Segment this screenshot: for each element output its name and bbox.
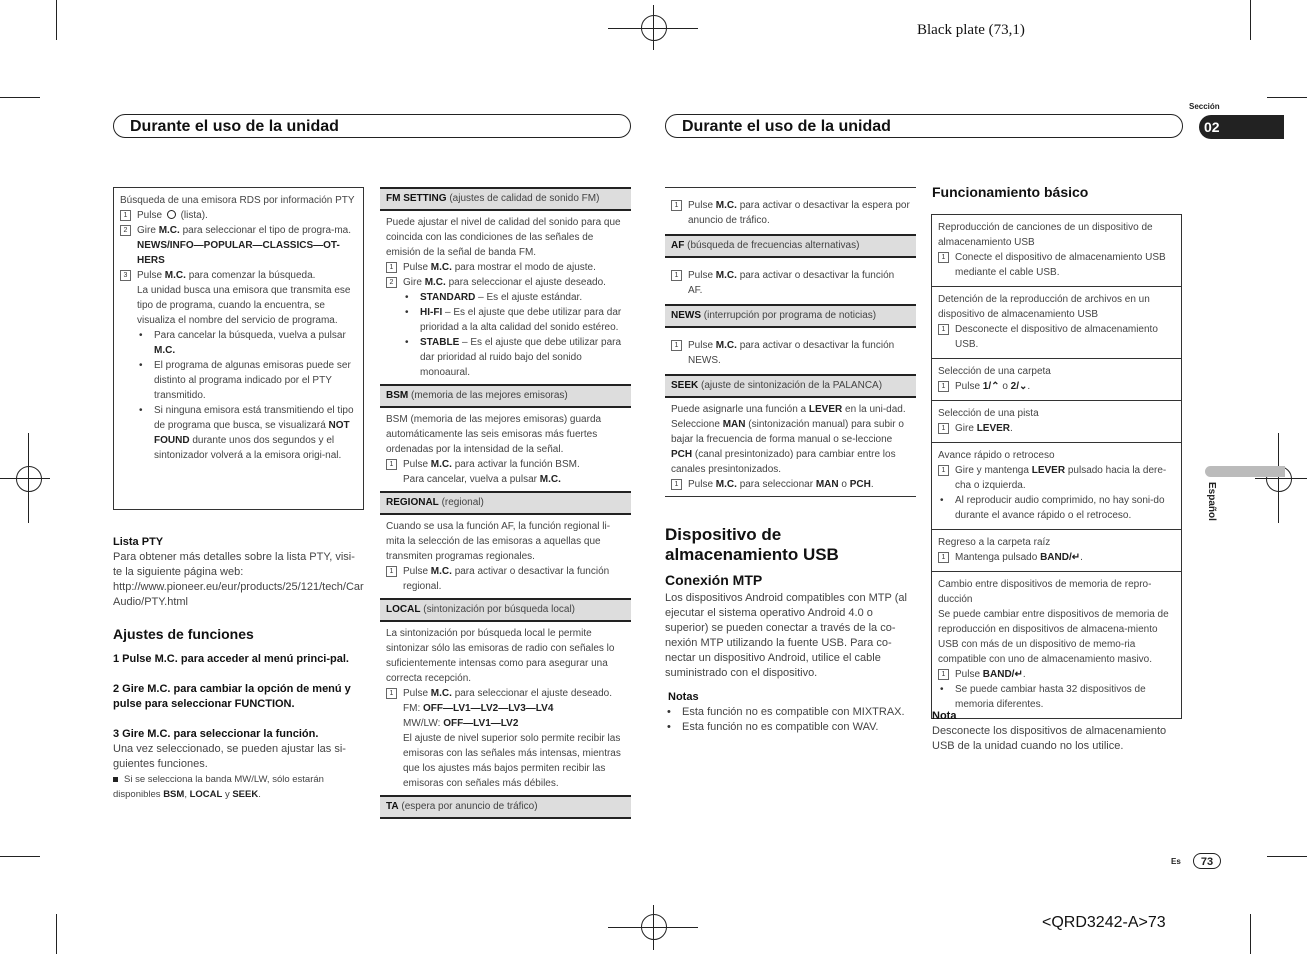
row-title: Regreso a la carpeta raíz bbox=[938, 537, 1051, 548]
registration-mark-icon bbox=[16, 466, 42, 492]
local-label: LOCAL bbox=[189, 789, 223, 800]
desc-text: Puede asignarle una función a bbox=[671, 404, 807, 415]
step-text: Pulse bbox=[137, 270, 163, 281]
desc-text: (canal presintonizado) para cambiar entre los canales presintonizados. bbox=[671, 449, 896, 475]
step-text: para comenzar la búsqueda. bbox=[188, 270, 316, 281]
pty-step3-desc: La unidad busca una emisora que transmita ese tipo de programa, cuando la encuentra, se visualiza el nombre del servicio de programa. bbox=[137, 285, 351, 326]
mc-label: M.C. bbox=[539, 474, 561, 485]
step-text: Conecte el dispositivo de almacenamiento USB mediante el cable USB. bbox=[955, 252, 1166, 278]
usb-column bbox=[665, 187, 916, 735]
mc-label: M.C. bbox=[154, 345, 176, 356]
caption-desc: (ajuste de sintonización de la PALANCA) bbox=[701, 380, 883, 391]
step-number: 1 bbox=[671, 340, 682, 351]
bsm-body bbox=[380, 408, 631, 491]
row-title: Reproducción de canciones de un dispositivo de almacenamiento USB bbox=[938, 222, 1153, 248]
caption-desc: (memoria de las mejores emisoras) bbox=[411, 390, 568, 401]
local-note: El ajuste de nivel superior solo permite recibir las emisoras con las señales más intensas, mientras que los ajustes más bajos permiten recibir las emisoras con señales más débiles. bbox=[403, 733, 621, 789]
mc-label: M.C. bbox=[158, 225, 180, 236]
step-text: Pulse bbox=[688, 200, 714, 211]
row-bullet: • Al reproducir audio comprimido, no hay soni-do durante el avance rápido o el retroceso. bbox=[938, 493, 1175, 523]
pty-bullet-1 bbox=[120, 328, 357, 358]
mc-label: M.C. bbox=[715, 200, 737, 211]
mc-label: M.C. bbox=[430, 566, 452, 577]
section-label: Sección bbox=[1189, 102, 1220, 111]
step-number: 3 bbox=[120, 270, 131, 281]
search-icon bbox=[167, 210, 176, 219]
fm-step-1 bbox=[386, 260, 625, 275]
news-caption bbox=[665, 304, 916, 328]
local-desc: La sintonización por búsqueda local le permite sintonizar sólo las emisoras de radio con señales lo suficientemente intensas como para asegurar una correcta recepción. bbox=[386, 628, 615, 684]
step-number: 1 bbox=[938, 669, 949, 680]
man-label: MAN bbox=[815, 479, 839, 490]
fm-step-2 bbox=[386, 275, 625, 290]
regional-desc: Cuando se usa la función AF, la función regional li-mita la selección de las emisoras a aquellas que transmiten programas regionales. bbox=[386, 521, 611, 562]
row-title: Cambio entre dispositivos de memoria de repro-ducción bbox=[938, 579, 1152, 605]
caption-name: LOCAL bbox=[386, 604, 421, 615]
af-body bbox=[665, 258, 916, 304]
step-number: 1 bbox=[938, 465, 949, 476]
mc-label: M.C. bbox=[715, 340, 737, 351]
punct: , bbox=[184, 789, 187, 800]
registration-line bbox=[28, 433, 29, 523]
lista-pty-section bbox=[113, 535, 364, 610]
band-label: MW/LW: bbox=[403, 718, 441, 729]
regional-step-1 bbox=[386, 564, 625, 594]
step-text: Pulse bbox=[403, 459, 429, 470]
step-number: 2 bbox=[386, 277, 397, 288]
row-play-usb bbox=[932, 215, 1181, 286]
step-text: o bbox=[1002, 381, 1008, 392]
row-title: Detención de la reproducción de archivos en un dispositivo de almacenamiento USB bbox=[938, 294, 1150, 320]
step-text: Pulse bbox=[955, 381, 981, 392]
fm-setting-caption bbox=[380, 187, 631, 211]
caption-desc: (sintonización por búsqueda local) bbox=[423, 604, 575, 615]
step-number: 1 bbox=[938, 324, 949, 335]
fm-setting-body bbox=[380, 211, 631, 384]
punct: . bbox=[1027, 381, 1031, 392]
punct: . bbox=[1022, 669, 1026, 680]
right-page-title: Durante el uso de la unidad bbox=[665, 114, 1183, 138]
desc-text: (sintonización manual) para subir o bajar la frecuencia de forma manual o se-leccione bbox=[671, 419, 904, 445]
step-text: para seleccionar bbox=[739, 479, 814, 490]
step-text: Pulse bbox=[955, 669, 981, 680]
local-body bbox=[380, 622, 631, 795]
pty-intro: Búsqueda de una emisora RDS por información PTY bbox=[120, 195, 355, 206]
note-text: Si se selecciona la banda MW/LW, sólo estarán disponibles bbox=[113, 774, 324, 800]
punct: . bbox=[258, 789, 261, 800]
step-text: Pulse bbox=[688, 479, 714, 490]
caption-name: AF bbox=[671, 240, 685, 251]
caption-name: FM SETTING bbox=[386, 193, 447, 204]
band-label: BAND/ bbox=[1040, 552, 1072, 563]
cancel-text: Para cancelar, vuelva a pulsar bbox=[403, 474, 537, 485]
nota-2: • Esta función no es compatible con WAV. bbox=[665, 720, 916, 735]
crop-mark bbox=[1267, 856, 1307, 857]
band-label: FM: bbox=[403, 703, 421, 714]
option-desc: – Es el ajuste que debe utilizar para dar prioridad al ruido bajo del sonido monoaural. bbox=[420, 337, 622, 378]
crop-mark bbox=[1250, 914, 1251, 954]
news-step-1 bbox=[671, 338, 910, 368]
caption-name: BSM bbox=[386, 390, 409, 401]
back-icon: ↵ bbox=[1071, 552, 1081, 563]
row-stop-usb bbox=[932, 286, 1181, 358]
up-arrow-icon: ⌃ bbox=[991, 381, 1000, 392]
usb-title: Dispositivo de almacenamiento USB bbox=[665, 525, 839, 564]
step-text: para activar o desactivar la espera por anuncio de tráfico. bbox=[688, 200, 910, 226]
step-number: 1 bbox=[386, 459, 397, 470]
row-step bbox=[938, 379, 1175, 394]
caption-desc: (espera por anuncio de tráfico) bbox=[401, 801, 538, 812]
step-text: Pulse bbox=[403, 688, 429, 699]
ta-step-1 bbox=[671, 198, 910, 228]
bsm-desc: BSM (memoria de las mejores emisoras) guarda automáticamente las seis emisoras más fuertes ordenadas por la intensidad de la señal. bbox=[386, 414, 602, 455]
row-step bbox=[938, 421, 1175, 436]
seek-desc bbox=[671, 402, 910, 417]
step-number: 1 bbox=[671, 270, 682, 281]
pty-options-text: NEWS/INFO—POPULAR—CLASSICS—OT-HERS bbox=[137, 240, 340, 266]
caption-desc: (regional) bbox=[441, 497, 484, 508]
step-text: Desconecte el dispositivo de almacenamiento USB. bbox=[955, 324, 1158, 350]
mc-label: M.C. bbox=[430, 262, 452, 273]
bsm-label: BSM bbox=[163, 789, 185, 800]
desc-text: Seleccione bbox=[671, 419, 720, 430]
not-found-label: NOT FOUND bbox=[154, 420, 350, 446]
mtp-title: Conexión MTP bbox=[665, 572, 763, 588]
step-text: Pulse bbox=[688, 270, 714, 281]
crop-mark bbox=[0, 856, 40, 857]
caption-name: REGIONAL bbox=[386, 497, 439, 508]
registration-line bbox=[1278, 433, 1279, 523]
step-number: 2 bbox=[120, 225, 131, 236]
button-label: 2/ bbox=[1010, 381, 1019, 392]
step-text: Pulse bbox=[403, 566, 429, 577]
caption-desc: (interrupción por programa de noticias) bbox=[703, 310, 877, 321]
local-fm-levels bbox=[386, 701, 625, 716]
bsm-cancel bbox=[386, 472, 625, 487]
desc-text: en la uni-dad. bbox=[845, 404, 906, 415]
step-number: 1 bbox=[938, 552, 949, 563]
bsm-step-1 bbox=[386, 457, 625, 472]
option-name: STANDARD bbox=[420, 292, 476, 303]
notas-title: Notas bbox=[668, 691, 699, 703]
news-body bbox=[665, 328, 916, 374]
caption-name: TA bbox=[386, 801, 399, 812]
pty-options bbox=[120, 238, 357, 268]
nota-section bbox=[932, 709, 1183, 754]
registration-line bbox=[1255, 478, 1307, 479]
seek-caption bbox=[665, 374, 916, 398]
ajustes-step-1: 1 Pulse M.C. para acceder al menú princi-pal. bbox=[113, 653, 349, 665]
row-desc: Se puede cambiar entre dispositivos de memoria de reproducción en dispositivos de almacena-miento USB con más de un dispositivo de memo-ria compatible con uno de almacenamiento masivo. bbox=[938, 609, 1169, 665]
step-number: 1 bbox=[938, 381, 949, 392]
ta-caption bbox=[380, 795, 631, 819]
language-tab bbox=[1205, 466, 1285, 477]
back-icon: ↵ bbox=[1014, 669, 1023, 680]
bullet-text: Para cancelar la búsqueda, vuelva a pulsar bbox=[154, 330, 346, 341]
ajustes-note bbox=[113, 772, 364, 802]
down-arrow-icon: ⌄ bbox=[1019, 381, 1028, 392]
mc-label: M.C. bbox=[424, 277, 446, 288]
step-text: (lista). bbox=[180, 210, 208, 221]
row-title: Avance rápido o retroceso bbox=[938, 450, 1055, 461]
settings-column bbox=[380, 187, 631, 819]
seek-body bbox=[665, 398, 916, 497]
step-number: 1 bbox=[671, 479, 682, 490]
step-number: 1 bbox=[938, 423, 949, 434]
mc-label: M.C. bbox=[164, 270, 186, 281]
crop-mark bbox=[1267, 97, 1307, 98]
step-text: Pulse bbox=[403, 262, 429, 273]
func-title: Funcionamiento básico bbox=[932, 184, 1089, 200]
row-step bbox=[938, 463, 1175, 493]
row-step bbox=[938, 250, 1175, 280]
local-caption bbox=[380, 598, 631, 622]
step-number: 1 bbox=[671, 200, 682, 211]
lever-label: LEVER bbox=[1031, 465, 1066, 476]
fm-option-hifi bbox=[386, 305, 625, 335]
left-page-title: Durante el uso de la unidad bbox=[113, 114, 631, 138]
plate-label: Black plate (73,1) bbox=[917, 22, 1025, 38]
row-title: Selección de una pista bbox=[938, 408, 1039, 419]
caption-desc: (búsqueda de frecuencias alternativas) bbox=[687, 240, 860, 251]
mtp-desc: Los dispositivos Android compatibles con MTP (al ejecutar el sistema operativo Android 4.0 o superior) se pueden conectar a través de la co-nexión MTP utilizando la fuente USB. Para co-nectar un dispositivo Android, utilice el cable suministrado con el dispositivo. bbox=[665, 592, 907, 679]
basic-operation-table bbox=[931, 214, 1182, 719]
lista-pty-url[interactable]: http://www.pioneer.eu/eur/products/25/121/tech/CarAudio/PTY.html bbox=[113, 581, 364, 608]
man-label: MAN bbox=[722, 419, 746, 430]
step-text: para activar o desactivar la función regional. bbox=[403, 566, 610, 592]
bullet-text: durante unos dos segundos y el sintonizador volverá a la emisora origi-nal. bbox=[154, 435, 342, 461]
ajustes-step-2: 2 Gire M.C. para cambiar la opción de menú y pulse para seleccionar FUNCTION. bbox=[113, 683, 351, 710]
seek-step-1 bbox=[671, 477, 910, 492]
mc-label: M.C. bbox=[715, 479, 737, 490]
step-text: para mostrar el modo de ajuste. bbox=[454, 262, 596, 273]
step-text: para activar o desactivar la función NEWS. bbox=[688, 340, 895, 366]
step-number: 1 bbox=[120, 210, 131, 221]
row-select-track bbox=[932, 400, 1181, 442]
lista-pty-title: Lista PTY bbox=[113, 536, 164, 548]
note-square-icon bbox=[113, 777, 118, 782]
step-text: Pulse bbox=[688, 340, 714, 351]
seek-label: SEEK bbox=[232, 789, 259, 800]
bullet-text: Si ninguna emisora está transmitiendo el tipo de programa que busca, se visualizará bbox=[154, 405, 354, 431]
pty-bullet-3 bbox=[120, 403, 357, 463]
option-name: HI-FI bbox=[420, 307, 443, 318]
registration-line bbox=[653, 905, 654, 950]
option-name: STABLE bbox=[420, 337, 460, 348]
section-number: 02 bbox=[1199, 115, 1284, 139]
option-desc: – Es el ajuste estándar. bbox=[478, 292, 583, 303]
registration-line bbox=[653, 5, 654, 50]
bsm-caption bbox=[380, 384, 631, 408]
punct: . bbox=[1080, 552, 1083, 563]
footer-code: <QRD3242-A>73 bbox=[1042, 914, 1166, 931]
step-text: para activar la función BSM. bbox=[454, 459, 580, 470]
af-step-1 bbox=[671, 268, 910, 298]
mc-label: M.C. bbox=[430, 688, 452, 699]
crop-mark bbox=[0, 97, 40, 98]
language-label: Español bbox=[1206, 482, 1217, 521]
ajustes-step3-desc: Una vez seleccionado, se pueden ajustar las si-guientes funciones. bbox=[113, 743, 346, 770]
lever-label: LEVER bbox=[808, 404, 843, 415]
crop-mark bbox=[56, 914, 57, 954]
crop-mark bbox=[1250, 0, 1251, 40]
nota-1: • Esta función no es compatible con MIXTRAX. bbox=[665, 705, 916, 720]
button-label: 1/ bbox=[982, 381, 992, 392]
step-number: 1 bbox=[938, 252, 949, 263]
pty-step-2 bbox=[120, 223, 357, 238]
regional-body bbox=[380, 515, 631, 598]
step-text: para activar o desactivar la función AF. bbox=[688, 270, 895, 296]
row-step bbox=[938, 550, 1175, 565]
row-step bbox=[938, 667, 1175, 682]
levels: OFF—LV1—LV2 bbox=[443, 718, 519, 729]
ajustes-title: Ajustes de funciones bbox=[113, 626, 254, 642]
mc-label: M.C. bbox=[430, 459, 452, 470]
step-text: para seleccionar el ajuste deseado. bbox=[454, 688, 613, 699]
step-number: 1 bbox=[386, 566, 397, 577]
row-step bbox=[938, 322, 1175, 352]
pty-step-1 bbox=[120, 208, 357, 223]
caption-name: NEWS bbox=[671, 310, 701, 321]
pty-step-3 bbox=[120, 268, 357, 283]
row-select-folder bbox=[932, 358, 1181, 400]
band-label: BAND/ bbox=[982, 669, 1015, 680]
fm-desc: Puede ajustar el nivel de calidad del sonido para que coincida con las condiciones de las señales de emisión de la señal de banda FM. bbox=[386, 217, 621, 258]
mc-label: M.C. bbox=[715, 270, 737, 281]
step-text: Gire y mantenga bbox=[955, 465, 1029, 476]
pch-label: PCH bbox=[671, 449, 693, 460]
pch-label: PCH bbox=[849, 479, 871, 490]
row-root-folder bbox=[932, 529, 1181, 571]
step-text: Pulse bbox=[137, 210, 163, 221]
lista-pty-text: Para obtener más detalles sobre la lista PTY, visi-te la siguiente página web: bbox=[113, 551, 355, 578]
conj: y bbox=[224, 789, 230, 800]
step-text: para seleccionar el ajuste deseado. bbox=[448, 277, 606, 288]
step-text: pulsado hacia la dere-cha o izquierda. bbox=[955, 465, 1167, 491]
step-text: o bbox=[841, 479, 847, 490]
levels: OFF—LV1—LV2—LV3—LV4 bbox=[423, 703, 554, 714]
option-desc: – Es el ajuste que debe utilizar para dar prioridad a la alta calidad del sonido estéreo. bbox=[420, 307, 622, 333]
ta-body bbox=[665, 187, 916, 234]
local-step-1 bbox=[386, 686, 625, 701]
nota-title: Nota bbox=[932, 710, 957, 722]
fm-option-standard bbox=[386, 290, 625, 305]
ajustes-step-3: 3 Gire M.C. para seleccionar la función. bbox=[113, 728, 319, 740]
punct: . bbox=[1010, 423, 1013, 434]
lever-label: LEVER bbox=[976, 423, 1011, 434]
step-number: 1 bbox=[386, 262, 397, 273]
regional-caption bbox=[380, 491, 631, 515]
step-number: 1 bbox=[386, 688, 397, 699]
row-bullet: • Se puede cambiar hasta 32 dispositivos de memoria diferentes. bbox=[938, 682, 1175, 712]
seek-desc-2 bbox=[671, 417, 910, 477]
row-fast-forward bbox=[932, 442, 1181, 529]
step-text: Gire bbox=[137, 225, 156, 236]
punct: . bbox=[870, 479, 874, 490]
nota-text: Desconecte los dispositivos de almacenamiento USB de la unidad cuando no los utilice. bbox=[932, 725, 1167, 752]
local-mw-levels bbox=[386, 716, 625, 731]
row-switch-memory bbox=[932, 571, 1181, 718]
step-text: para seleccionar el tipo de progra-ma. bbox=[182, 225, 352, 236]
page-number: 73 bbox=[1193, 853, 1221, 869]
page-language: Es bbox=[1171, 857, 1181, 866]
pty-search-box bbox=[113, 187, 364, 510]
fm-option-stable bbox=[386, 335, 625, 380]
step-text: Gire bbox=[955, 423, 974, 434]
af-caption bbox=[665, 234, 916, 258]
caption-desc: (ajustes de calidad de sonido FM) bbox=[449, 193, 600, 204]
step-text: Gire bbox=[403, 277, 422, 288]
step-text: Mantenga pulsado bbox=[955, 552, 1038, 563]
registration-line bbox=[0, 478, 50, 479]
pty-bullet-2: • El programa de algunas emisoras puede ser distinto al programa indicado por el PTY transmitido. bbox=[120, 358, 357, 403]
caption-name: SEEK bbox=[671, 380, 699, 391]
crop-mark bbox=[56, 0, 57, 40]
row-title: Selección de una carpeta bbox=[938, 366, 1051, 377]
ajustes-section bbox=[113, 626, 364, 802]
